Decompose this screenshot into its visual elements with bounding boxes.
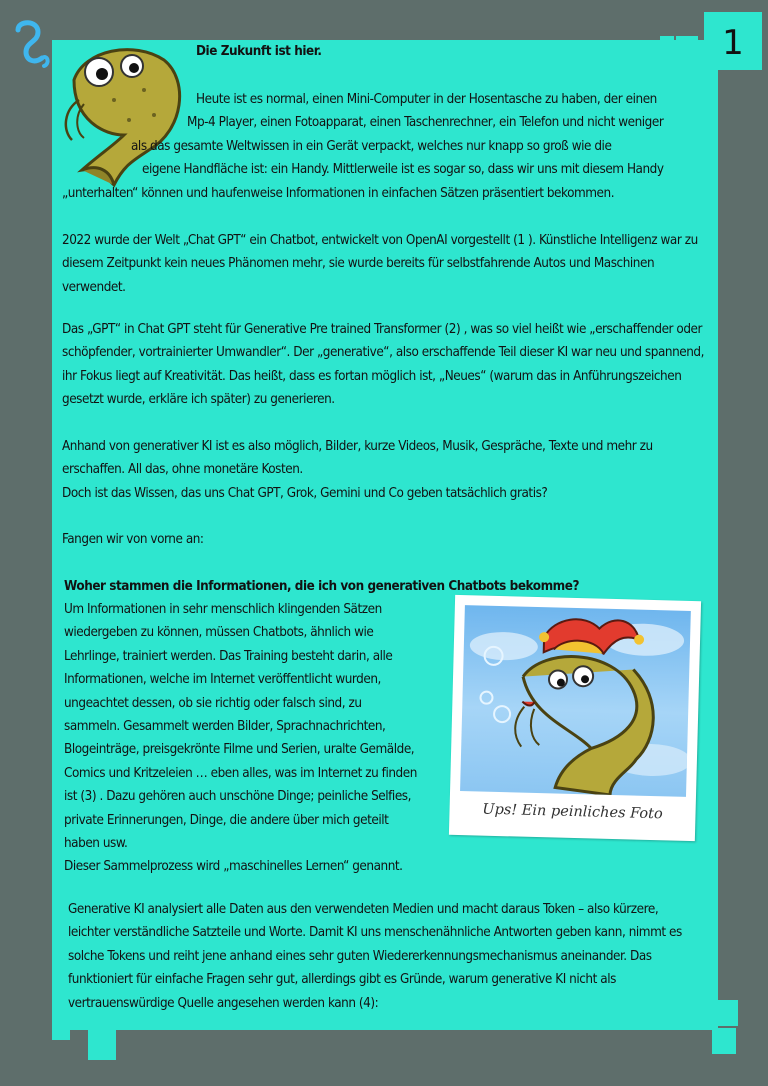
intro-line: Mp-4 Player, einen Fotoapparat, einen Taschenrechner, ein Telefon und nicht weniger bbox=[187, 115, 664, 131]
corner-square bbox=[712, 1028, 736, 1054]
corner-square bbox=[716, 1000, 738, 1026]
column-line: wiedergeben zu können, müssen Chatbots, ähnlich wie bbox=[64, 625, 374, 641]
column-line: Dieser Sammelprozess wird „maschinelles Lernen“ genannt. bbox=[64, 859, 403, 875]
corner-square bbox=[52, 1030, 70, 1040]
polaroid-photo bbox=[449, 595, 701, 841]
swirl-icon bbox=[8, 18, 52, 70]
column-line: Comics und Kritzeleien … eben alles, was im Internet zu finden bbox=[64, 765, 417, 781]
column-line: ungeachtet dessen, ob sie richtig oder falsch sind, zu bbox=[64, 695, 362, 711]
intro-line: Heute ist es normal, einen Mini-Computer in der Hosentasche zu haben, der einen bbox=[196, 92, 657, 107]
page-title: Die Zukunft ist hier. bbox=[196, 44, 322, 59]
paragraph-start: Fangen wir von vorne an: bbox=[62, 532, 204, 547]
column-line: Lehrlinge, trainiert werden. Das Training besteht darin, alle bbox=[64, 648, 393, 664]
paragraph-question: Doch ist das Wissen, das uns Chat GPT, Grok, Gemini und Co geben tatsächlich gratis? bbox=[62, 486, 548, 501]
corner-square bbox=[88, 1030, 116, 1060]
paragraph-tokens: Generative KI analysiert alle Daten aus den verwendeten Medien und macht daraus Token – also kürzere, leichter verständliche Satzteile und Worte. Damit KI uns menschenähnliche Antworten geben kann, nimmt es solche Tokens und reiht jene anhand eines sehr guten Wiedererkennungsmechanismus aneinander. Das funktioniert für einfache Fragen sehr gut, allerdings gibt es Gründe, warum generative KI nicht als vertrauenswürdige Quelle angesehen werden kann (4): bbox=[68, 902, 682, 1011]
intro-line: eigene Handfläche ist: ein Handy. Mittlerweile ist es sogar so, dass wir uns mit diesem Handy bbox=[142, 162, 664, 178]
column-line: Um Informationen in sehr menschlich klingenden Sätzen bbox=[64, 602, 382, 617]
section-heading: Woher stammen die Informationen, die ich von generativen Chatbots bekomme? bbox=[64, 579, 580, 594]
column-line: Blogeinträge, preisgekrönte Filme und Serien, uralte Gemälde, bbox=[64, 742, 415, 758]
column-line: private Erinnerungen, Dinge, die andere über mich geteilt bbox=[64, 812, 389, 828]
column-line: haben usw. bbox=[64, 836, 128, 852]
column-line: sammeln. Gesammelt werden Bilder, Sprachnachrichten, bbox=[64, 719, 386, 735]
photo-caption: Ups! Ein peinliches Foto bbox=[482, 801, 663, 823]
intro-paragraph bbox=[62, 88, 722, 205]
jester-fish-illustration bbox=[460, 605, 691, 797]
column-line: Informationen, welche im Internet veröffentlicht wurden, bbox=[64, 672, 381, 688]
fish-photo bbox=[460, 605, 691, 797]
intro-line: „unterhalten“ können und haufenweise Informationen in einfachen Sätzen präsentiert bekommen. bbox=[62, 185, 615, 201]
training-paragraph bbox=[64, 598, 444, 879]
paragraph-chatgpt: 2022 wurde der Welt „Chat GPT“ ein Chatbot, entwickelt von OpenAI vorgestellt (1 ). Künstliche Intelligenz war zu diesem Zeitpunkt kein neues Phänomen mehr, sie wurde bereits für selbstfahrende Autos und Maschinen verwendet. bbox=[62, 233, 698, 295]
paragraph-generative: Anhand von generativer KI ist es also möglich, Bilder, kurze Videos, Musik, Gespräche, Texte und mehr zu erschaffen. All das, ohne monetäre Kosten. bbox=[62, 439, 653, 478]
page-number: 1 bbox=[704, 12, 762, 70]
intro-line: als das gesamte Weltwissen in ein Gerät verpackt, welches nur knapp so groß wie die bbox=[131, 138, 612, 154]
column-line: ist (3) . Dazu gehören auch unschöne Dinge; peinliche Selfies, bbox=[64, 789, 411, 805]
paragraph-gpt-meaning: Das „GPT“ in Chat GPT steht für Generative Pre trained Transformer (2) , was so viel heißt wie „erschaffender oder schöpfender, vortrainierter Umwandler“. Der „generative“, also erschaffende Teil dieser KI war neu und spannend, ihr Fokus liegt auf Kreativität. Das heißt, dass es fortan möglich ist, „Neues“ (warum das in Anführungszeichen gesetzt wurde, erkläre ich später) zu generieren. bbox=[62, 322, 704, 408]
